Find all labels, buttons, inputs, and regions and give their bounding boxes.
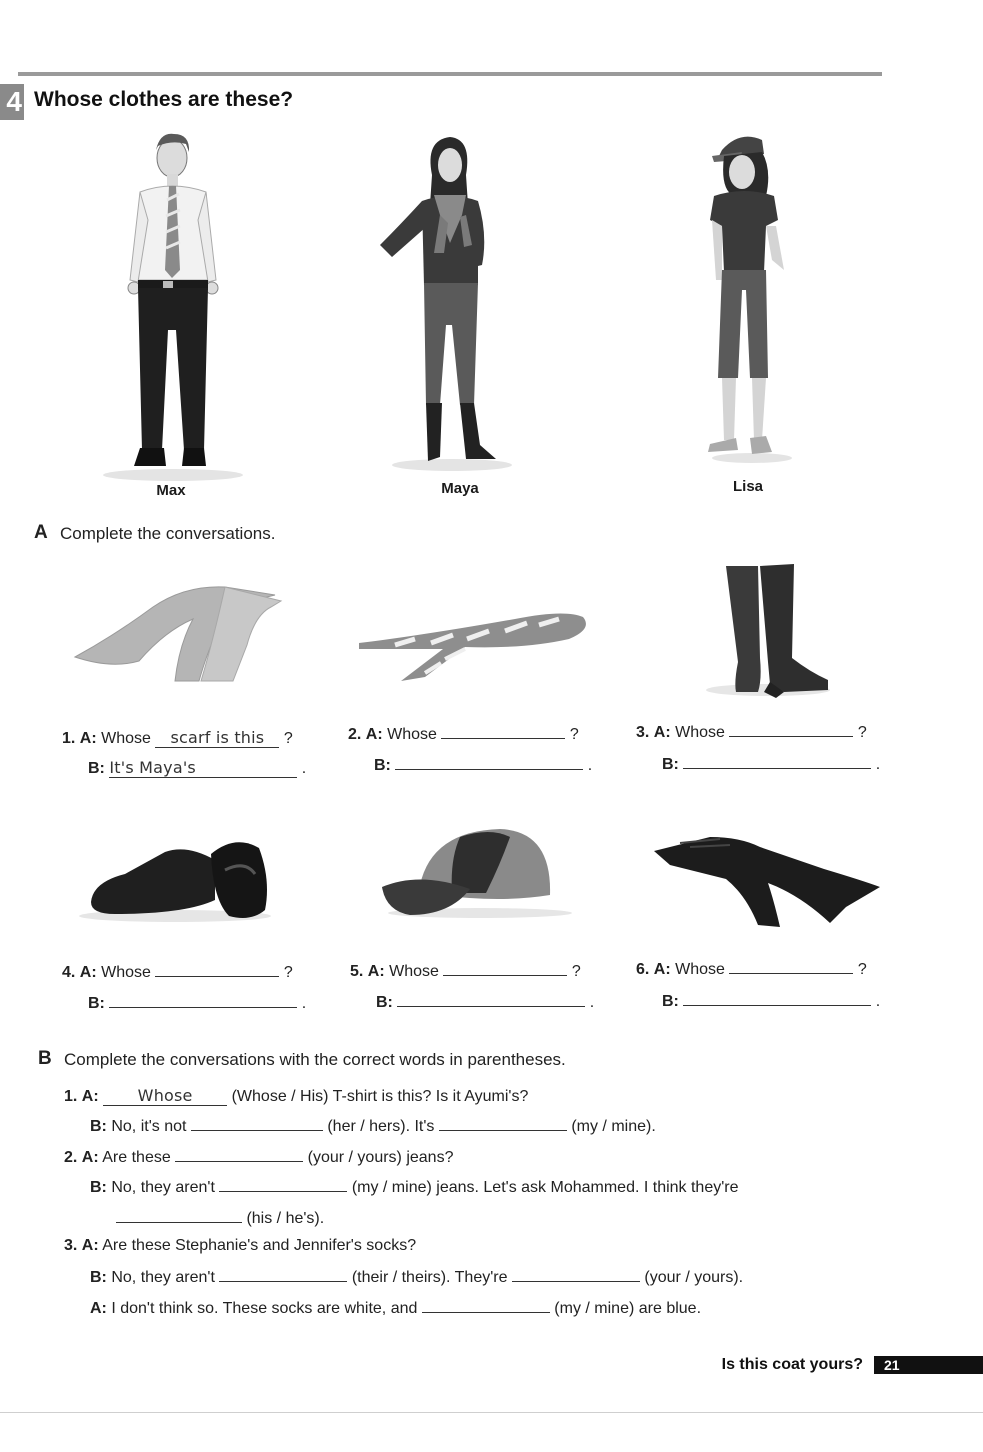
a-item-2-a-text: Whose (387, 726, 437, 743)
boots-illustration (700, 562, 835, 702)
shoes-illustration (75, 830, 275, 925)
cap-illustration (380, 825, 580, 920)
b-line-3-text-1: Are these (102, 1149, 171, 1166)
a-item-5-question (350, 963, 581, 981)
b-line-4 (90, 1177, 739, 1197)
b-line-7 (90, 1267, 743, 1287)
a-item-4-a-answer[interactable] (155, 976, 279, 977)
a-item-2-b-answer[interactable] (395, 769, 583, 770)
a-item-3-answer-line (662, 756, 880, 774)
a-item-4-answer-line (88, 995, 306, 1013)
b-line-1-label: A: (81, 1088, 99, 1105)
a-item-6-question (636, 961, 867, 979)
a-item-1-b-label: B: (88, 760, 105, 777)
a-item-4-b-answer[interactable] (109, 1007, 297, 1008)
a-item-6-a-label: A: (653, 961, 671, 978)
scarf-illustration (75, 585, 290, 685)
a-item-3-b-answer[interactable] (683, 768, 871, 769)
maya-illustration (370, 135, 520, 475)
a-item-4-a-end: ? (283, 964, 293, 981)
b-line-4-blank-1[interactable] (219, 1177, 347, 1192)
b-line-6-num: 3. (64, 1237, 78, 1254)
a-item-4-question (62, 964, 293, 982)
part-a-instruction: Complete the conversations. (60, 524, 276, 543)
b-line-4-text-2: (my / mine) jeans. Let's ask Mohammed. I think they're (351, 1179, 739, 1196)
a-item-3-a-label: A: (653, 724, 671, 741)
section-title: Whose clothes are these? (34, 88, 294, 111)
tie-illustration (355, 605, 595, 685)
b-line-1-answer[interactable]: Whose (103, 1086, 227, 1106)
a-item-6-answer-line (662, 993, 880, 1011)
a-item-3-a-answer[interactable] (729, 736, 853, 737)
b-line-7-blank-1[interactable] (219, 1267, 347, 1282)
a-item-3-num: 3. (636, 724, 650, 741)
a-item-6-a-text: Whose (675, 961, 725, 978)
b-line-7-label: B: (90, 1269, 107, 1286)
a-item-6-a-answer[interactable] (729, 973, 853, 974)
b-line-6-text-1: Are these Stephanie's and Jennifer's socks? (102, 1237, 417, 1254)
a-item-5-a-label: A: (367, 963, 385, 980)
a-item-1-answer-line (88, 758, 306, 778)
b-line-8-label: A: (90, 1300, 107, 1317)
a-item-5-a-end: ? (571, 963, 581, 980)
a-item-6-b-answer[interactable] (683, 1005, 871, 1006)
b-line-8 (90, 1298, 701, 1318)
a-item-3-question (636, 724, 867, 742)
a-item-4-a-text: Whose (101, 964, 151, 981)
b-line-2-blank-2[interactable] (439, 1116, 567, 1131)
part-b-letter: B (38, 1048, 52, 1069)
b-line-1 (64, 1086, 528, 1106)
a-item-2-question (348, 726, 579, 744)
a-item-5-num: 5. (350, 963, 364, 980)
a-item-3-a-text: Whose (675, 724, 725, 741)
a-item-2-a-label: A: (365, 726, 383, 743)
a-item-4-b-label: B: (88, 995, 105, 1012)
a-item-5-b-label: B: (376, 994, 393, 1011)
a-item-4-a-label: A: (79, 964, 97, 981)
a-item-6-b-end: . (875, 993, 881, 1010)
person-name-max: Max (156, 482, 186, 499)
a-item-2-a-answer[interactable] (441, 738, 565, 739)
person-name-maya: Maya (441, 480, 479, 497)
b-line-7-text-3: (your / yours). (644, 1269, 744, 1286)
b-line-2 (90, 1116, 656, 1136)
b-line-7-blank-2[interactable] (512, 1267, 640, 1282)
bottom-rule (0, 1412, 983, 1413)
max-illustration (100, 130, 260, 480)
b-line-1-num: 1. (64, 1088, 78, 1105)
b-line-8-text-1: I don't think so. These socks are white, and (111, 1300, 418, 1317)
b-line-3-label: A: (81, 1149, 99, 1166)
a-item-5-answer-line (376, 994, 594, 1012)
b-line-3-num: 2. (64, 1149, 78, 1166)
b-line-6-label: A: (81, 1237, 99, 1254)
a-item-2-num: 2. (348, 726, 362, 743)
a-item-3-b-label: B: (662, 756, 679, 773)
a-item-2-answer-line (374, 757, 592, 775)
lisa-illustration (700, 130, 810, 470)
b-line-2-text-1: No, it's not (111, 1118, 187, 1135)
part-a-letter: A (34, 522, 48, 543)
b-line-5-blank-1[interactable] (116, 1208, 242, 1223)
a-item-5-b-end: . (589, 994, 595, 1011)
b-line-2-text-2: (her / hers). It's (327, 1118, 435, 1135)
b-line-5 (116, 1208, 324, 1228)
a-item-6-b-label: B: (662, 993, 679, 1010)
a-item-4-b-end: . (301, 995, 307, 1012)
a-item-3-a-end: ? (857, 724, 867, 741)
person-name-lisa: Lisa (732, 478, 763, 495)
a-item-4-num: 4. (62, 964, 76, 981)
a-item-1-a-label: A: (79, 730, 97, 747)
a-item-1-a-end: ? (283, 730, 293, 747)
a-item-3-b-end: . (875, 756, 881, 773)
b-line-5-text-1: (his / he's). (246, 1210, 325, 1227)
a-item-1-num: 1. (62, 730, 76, 747)
a-item-1-b-answer[interactable]: It's Maya's (109, 758, 297, 778)
b-line-2-label: B: (90, 1118, 107, 1135)
b-line-8-blank-1[interactable] (422, 1298, 550, 1313)
b-line-3-blank-1[interactable] (175, 1147, 303, 1162)
a-item-5-a-answer[interactable] (443, 975, 567, 976)
b-line-3-text-2: (your / yours) jeans? (307, 1149, 454, 1166)
a-item-2-b-end: . (587, 757, 593, 774)
a-item-6-num: 6. (636, 961, 650, 978)
b-line-3 (64, 1147, 453, 1167)
b-line-8-text-2: (my / mine) are blue. (554, 1300, 702, 1317)
pants-illustration (650, 835, 885, 930)
a-item-1-a-text: Whose (101, 730, 151, 747)
section-number: 4 (0, 84, 24, 120)
a-item-2-b-label: B: (374, 757, 391, 774)
b-line-6 (64, 1237, 416, 1255)
b-line-2-blank-1[interactable] (191, 1116, 323, 1131)
a-item-1-question (62, 728, 293, 748)
b-line-2-text-3: (my / mine). (571, 1118, 656, 1135)
b-line-4-label: B: (90, 1179, 107, 1196)
a-item-5-a-text: Whose (389, 963, 439, 980)
top-rule (18, 72, 882, 76)
b-line-7-text-2: (their / theirs). They're (351, 1269, 508, 1286)
a-item-6-a-end: ? (857, 961, 867, 978)
b-line-1-rest: (Whose / His) T-shirt is this? Is it Ayumi's? (231, 1088, 529, 1105)
footer-unit-title: Is this coat yours? (721, 1356, 863, 1373)
part-b-instruction: Complete the conversations with the correct words in parentheses. (64, 1050, 566, 1069)
page-number: 21 (874, 1356, 983, 1374)
a-item-1-a-answer[interactable]: scarf is this (155, 728, 279, 748)
b-line-4-text-1: No, they aren't (111, 1179, 215, 1196)
a-item-2-a-end: ? (569, 726, 579, 743)
b-line-7-text-1: No, they aren't (111, 1269, 215, 1286)
a-item-1-b-end: . (301, 760, 307, 777)
a-item-5-b-answer[interactable] (397, 1006, 585, 1007)
